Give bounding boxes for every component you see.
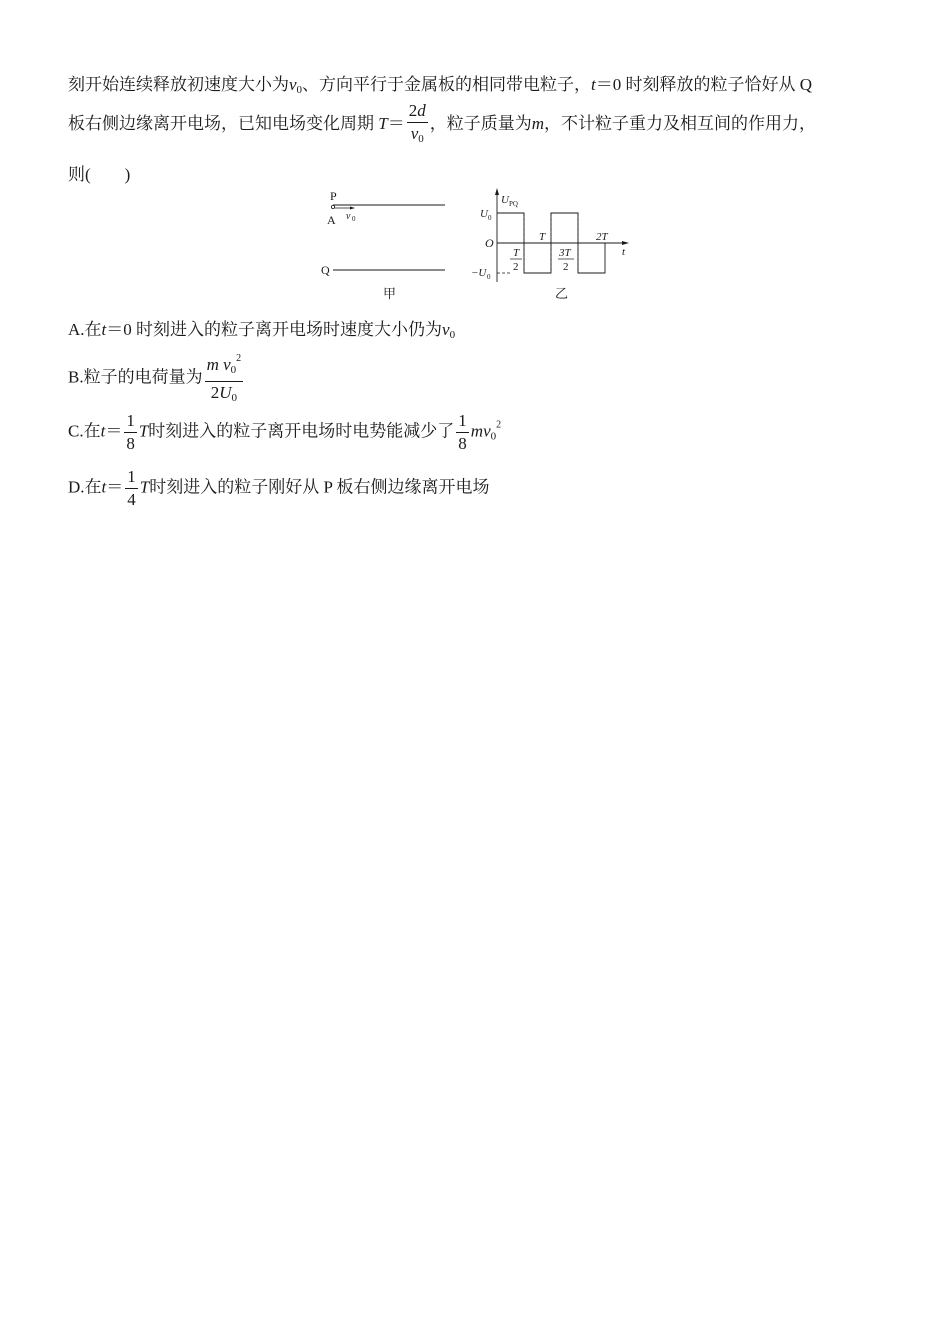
figure-yi xyxy=(471,188,629,301)
origin-label: O xyxy=(485,236,494,250)
caption-yi: 乙 xyxy=(555,286,569,301)
point-a-label: A xyxy=(327,213,336,227)
option-d: D.在t＝ $\frac{1}{4}$ T时刻进入的粒子刚好从 P 板右侧边缘离开电场 xyxy=(68,467,490,509)
figure-jia xyxy=(321,189,445,301)
caption-jia: 甲 xyxy=(383,286,397,301)
velocity-arrowhead xyxy=(350,207,355,210)
option-a: A.在t＝0 时刻进入的粒子离开电场时速度大小仍为$v_0$ xyxy=(68,320,456,341)
neg-u0-sub: 0 xyxy=(487,273,491,281)
tick-t-half-den: 2 xyxy=(513,261,519,273)
time-fraction-d: $\frac{1}{4}$ xyxy=(127,467,136,509)
v0-sub: 0 xyxy=(352,215,356,223)
stem-line-2: 板右侧边缘离开电场，已知电场变化周期 T＝ $\frac{2d}{v_0}$ ，粒子质量为m，不计粒子重力及相互间的作用力， xyxy=(68,100,816,150)
figure xyxy=(0,0,950,310)
charge-fraction: $\frac{m v_0^2}{2U_0}$ xyxy=(205,348,244,409)
period-fraction: $\frac{2d}{v_0}$ xyxy=(408,101,426,145)
plate-p-label: P xyxy=(330,189,337,203)
x-axis-label: t xyxy=(622,246,626,258)
tick-3t-2-num: 3T xyxy=(559,247,571,259)
neg-u0-label: −U xyxy=(471,267,487,279)
y-axis-arrowhead xyxy=(495,188,499,195)
y-axis-label-sub: PQ xyxy=(509,200,518,208)
u0-label: U xyxy=(480,208,488,220)
option-c: C.在t＝ $\frac{1}{8}$ T时刻进入的粒子离开电场时电势能减少了 $\frac{1}{8}$ $mv_0^2$ xyxy=(68,411,502,453)
energy-fraction-c: $\frac{1}{8}$ xyxy=(458,411,467,453)
option-b: B.粒子的电荷量为 $\frac{m v_0^2}{2U_0}$ xyxy=(68,348,245,409)
tick-2t: 2T xyxy=(596,231,608,243)
plate-q-label: Q xyxy=(321,263,330,277)
v0-label: v xyxy=(346,211,351,222)
u0-sub: 0 xyxy=(488,214,492,222)
tick-t-half-num: T xyxy=(513,247,520,259)
y-axis-label: U xyxy=(501,194,509,206)
release-point xyxy=(331,205,334,208)
stem-line-1: 刻开始连续释放初速度大小为$v_0$、方向平行于金属板的相同带电粒子，t＝0 时刻释放的粒子恰好从 Q xyxy=(68,75,813,96)
stem-line-3: 则( ) xyxy=(68,165,131,184)
tick-t: T xyxy=(539,231,546,243)
tick-3t-2-den: 2 xyxy=(563,261,569,273)
time-fraction-c: $\frac{1}{8}$ xyxy=(126,411,135,453)
x-axis-arrowhead xyxy=(622,241,629,245)
